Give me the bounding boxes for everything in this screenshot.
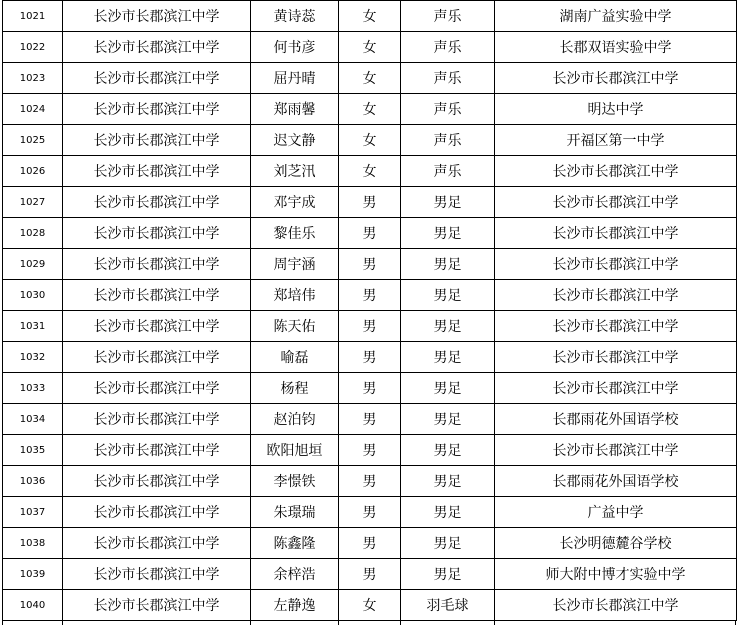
cell-admitted-school: 长沙市长郡滨江中学 — [495, 249, 737, 280]
cell-specialty: 男足 — [401, 249, 495, 280]
cell-specialty: 声乐 — [401, 125, 495, 156]
cell-school: 长沙市长郡滨江中学 — [63, 1, 251, 32]
next-row-edge — [2, 621, 736, 625]
cell-name: 周宇涵 — [251, 249, 339, 280]
table-row — [3, 94, 737, 125]
cell-name: 李憬铁 — [251, 466, 339, 497]
table-row — [3, 187, 737, 218]
cell-id: 1021 — [3, 1, 63, 32]
cell-admitted-school: 长沙市长郡滨江中学 — [495, 187, 737, 218]
cell-school: 长沙市长郡滨江中学 — [63, 218, 251, 249]
cell-id: 1036 — [3, 466, 63, 497]
table-row — [3, 311, 737, 342]
cell-id: 1026 — [3, 156, 63, 187]
cell-id: 1033 — [3, 373, 63, 404]
cell-school: 长沙市长郡滨江中学 — [63, 342, 251, 373]
cell-gender: 男 — [339, 435, 401, 466]
cell-gender: 男 — [339, 187, 401, 218]
cell-name: 陈鑫隆 — [251, 528, 339, 559]
cell-specialty: 男足 — [401, 435, 495, 466]
cell-admitted-school: 广益中学 — [495, 497, 737, 528]
cell-gender: 男 — [339, 528, 401, 559]
roster-body — [3, 1, 737, 621]
cell-admitted-school: 长沙市长郡滨江中学 — [495, 435, 737, 466]
cell-school: 长沙市长郡滨江中学 — [63, 187, 251, 218]
table-row — [3, 590, 737, 621]
cell-gender: 男 — [339, 280, 401, 311]
cell-name: 陈天佑 — [251, 311, 339, 342]
cell-name: 喻磊 — [251, 342, 339, 373]
cell-gender: 男 — [339, 404, 401, 435]
cell-id: 1027 — [3, 187, 63, 218]
cell-id: 1022 — [3, 32, 63, 63]
cell-admitted-school: 长沙市长郡滨江中学 — [495, 156, 737, 187]
cell-admitted-school: 长沙明德麓谷学校 — [495, 528, 737, 559]
cell-gender: 男 — [339, 311, 401, 342]
cell-name: 郑培伟 — [251, 280, 339, 311]
cell-specialty: 男足 — [401, 497, 495, 528]
table-row — [3, 342, 737, 373]
cell-id: 1037 — [3, 497, 63, 528]
cell-name: 左静逸 — [251, 590, 339, 621]
cell-specialty: 男足 — [401, 559, 495, 590]
cell-id: 1034 — [3, 404, 63, 435]
cell-specialty: 男足 — [401, 187, 495, 218]
cell-name: 迟文静 — [251, 125, 339, 156]
cell-admitted-school: 长沙市长郡滨江中学 — [495, 280, 737, 311]
cell-specialty: 男足 — [401, 528, 495, 559]
cell-admitted-school: 长郡双语实验中学 — [495, 32, 737, 63]
table-row — [3, 63, 737, 94]
cell-school: 长沙市长郡滨江中学 — [63, 497, 251, 528]
cell-school: 长沙市长郡滨江中学 — [63, 466, 251, 497]
table-row — [3, 125, 737, 156]
cell-admitted-school: 长沙市长郡滨江中学 — [495, 373, 737, 404]
cell-name: 赵泊钧 — [251, 404, 339, 435]
cell-admitted-school: 长沙市长郡滨江中学 — [495, 342, 737, 373]
cell-id: 1040 — [3, 590, 63, 621]
cell-name: 屈丹晴 — [251, 63, 339, 94]
table-row — [3, 156, 737, 187]
cell-admitted-school: 明达中学 — [495, 94, 737, 125]
table-row — [3, 559, 737, 590]
cell-gender: 女 — [339, 94, 401, 125]
cell-id: 1031 — [3, 311, 63, 342]
cell-id: 1039 — [3, 559, 63, 590]
cell-name: 欧阳旭垣 — [251, 435, 339, 466]
cell-specialty: 声乐 — [401, 32, 495, 63]
cell-school: 长沙市长郡滨江中学 — [63, 63, 251, 94]
cell-admitted-school: 长郡雨花外国语学校 — [495, 466, 737, 497]
table-row — [3, 249, 737, 280]
cell-id: 1035 — [3, 435, 63, 466]
cell-admitted-school: 开福区第一中学 — [495, 125, 737, 156]
cell-admitted-school: 长郡雨花外国语学校 — [495, 404, 737, 435]
cell-school: 长沙市长郡滨江中学 — [63, 94, 251, 125]
cell-school: 长沙市长郡滨江中学 — [63, 528, 251, 559]
cell-specialty: 男足 — [401, 311, 495, 342]
cell-gender: 男 — [339, 249, 401, 280]
cell-specialty: 声乐 — [401, 156, 495, 187]
cell-admitted-school: 师大附中博才实验中学 — [495, 559, 737, 590]
cell-school: 长沙市长郡滨江中学 — [63, 373, 251, 404]
cell-specialty: 声乐 — [401, 1, 495, 32]
table-row — [3, 32, 737, 63]
cell-school: 长沙市长郡滨江中学 — [63, 590, 251, 621]
cell-gender: 女 — [339, 63, 401, 94]
cell-specialty: 男足 — [401, 404, 495, 435]
cell-specialty: 声乐 — [401, 63, 495, 94]
cell-id: 1024 — [3, 94, 63, 125]
cell-name: 黎佳乐 — [251, 218, 339, 249]
cell-gender: 男 — [339, 218, 401, 249]
table-row — [3, 373, 737, 404]
cell-gender: 男 — [339, 342, 401, 373]
cell-admitted-school: 湖南广益实验中学 — [495, 1, 737, 32]
table-row — [3, 528, 737, 559]
cell-specialty: 男足 — [401, 342, 495, 373]
cell-school: 长沙市长郡滨江中学 — [63, 249, 251, 280]
table-row — [3, 497, 737, 528]
cell-school: 长沙市长郡滨江中学 — [63, 156, 251, 187]
cell-specialty: 声乐 — [401, 94, 495, 125]
cell-specialty: 男足 — [401, 218, 495, 249]
cell-name: 刘芝汛 — [251, 156, 339, 187]
cell-id: 1038 — [3, 528, 63, 559]
cell-gender: 男 — [339, 497, 401, 528]
table-row — [3, 435, 737, 466]
table-row — [3, 466, 737, 497]
cell-school: 长沙市长郡滨江中学 — [63, 404, 251, 435]
cell-specialty: 羽毛球 — [401, 590, 495, 621]
cell-school: 长沙市长郡滨江中学 — [63, 559, 251, 590]
table-row — [3, 1, 737, 32]
cell-school: 长沙市长郡滨江中学 — [63, 311, 251, 342]
cell-name: 朱璟瑞 — [251, 497, 339, 528]
cell-id: 1023 — [3, 63, 63, 94]
cell-admitted-school: 长沙市长郡滨江中学 — [495, 218, 737, 249]
cell-admitted-school: 长沙市长郡滨江中学 — [495, 311, 737, 342]
cell-id: 1028 — [3, 218, 63, 249]
cell-admitted-school: 长沙市长郡滨江中学 — [495, 590, 737, 621]
cell-gender: 女 — [339, 156, 401, 187]
cell-school: 长沙市长郡滨江中学 — [63, 125, 251, 156]
cell-name: 杨程 — [251, 373, 339, 404]
cell-specialty: 男足 — [401, 280, 495, 311]
cell-admitted-school: 长沙市长郡滨江中学 — [495, 63, 737, 94]
cell-gender: 女 — [339, 590, 401, 621]
cell-school: 长沙市长郡滨江中学 — [63, 32, 251, 63]
cell-gender: 男 — [339, 559, 401, 590]
table-row — [3, 280, 737, 311]
table-row — [3, 218, 737, 249]
cell-id: 1025 — [3, 125, 63, 156]
cell-gender: 男 — [339, 466, 401, 497]
cell-name: 何书彦 — [251, 32, 339, 63]
cell-school: 长沙市长郡滨江中学 — [63, 280, 251, 311]
cell-name: 邓宇成 — [251, 187, 339, 218]
cell-specialty: 男足 — [401, 466, 495, 497]
cell-name: 郑雨馨 — [251, 94, 339, 125]
table-row — [3, 404, 737, 435]
cell-gender: 女 — [339, 32, 401, 63]
cell-gender: 男 — [339, 373, 401, 404]
cell-school: 长沙市长郡滨江中学 — [63, 435, 251, 466]
cell-id: 1032 — [3, 342, 63, 373]
student-roster-table — [2, 0, 737, 621]
cell-specialty: 男足 — [401, 373, 495, 404]
cell-gender: 女 — [339, 1, 401, 32]
cell-name: 黄诗蕊 — [251, 1, 339, 32]
cell-gender: 女 — [339, 125, 401, 156]
cell-name: 余梓浩 — [251, 559, 339, 590]
cell-id: 1029 — [3, 249, 63, 280]
cell-id: 1030 — [3, 280, 63, 311]
